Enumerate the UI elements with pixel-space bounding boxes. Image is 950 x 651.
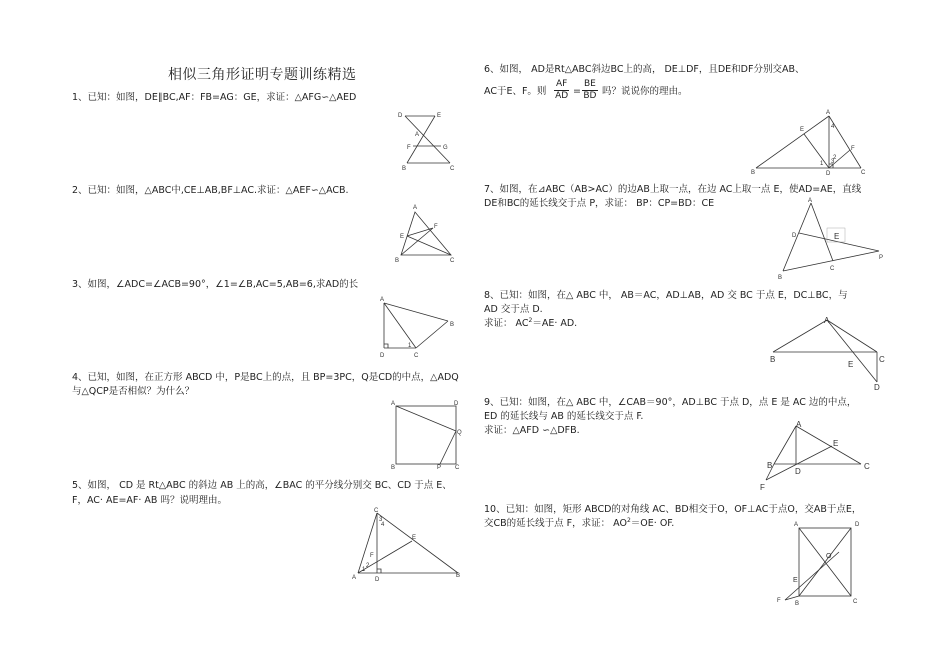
- fraction-denominator: AD: [555, 91, 569, 101]
- fraction-numerator: BE: [584, 79, 596, 89]
- page-title: 相似三角形证明专题训练精选: [168, 67, 357, 83]
- problem-10-text-line2: [484, 518, 674, 530]
- label-c: C: [455, 465, 460, 470]
- label-f: F: [434, 224, 438, 230]
- label-d: D: [855, 522, 860, 528]
- label-f: F: [851, 146, 855, 152]
- label-angle-1: 1: [362, 567, 366, 573]
- problem-8-line3a: 求证： AC: [484, 318, 529, 329]
- problem-10-text-line1: 10、已知：如图，矩形 ABCD的对角线 AC、BD相交于O，OF⊥AC于点O，交AB于点E，: [484, 504, 862, 515]
- label-c: C: [830, 266, 835, 272]
- label-f: F: [760, 483, 765, 492]
- label-e: E: [793, 577, 798, 584]
- label-b: B: [778, 275, 783, 281]
- label-e: E: [834, 232, 840, 241]
- label-b: B: [770, 355, 776, 364]
- label-d: D: [826, 171, 831, 176]
- label-a: A: [391, 401, 396, 407]
- label-c: C: [864, 462, 870, 471]
- label-a: A: [808, 198, 813, 204]
- label-q: Q: [457, 430, 462, 436]
- label-e: E: [400, 234, 405, 240]
- fraction-denominator: BD: [583, 91, 597, 101]
- label-d: D: [795, 467, 801, 476]
- label-f: F: [370, 553, 374, 559]
- label-p: P: [879, 255, 884, 261]
- label-a: A: [824, 316, 830, 325]
- problem-2-text: 2、已知：如图，△ABC中,CE⊥AB,BF⊥AC.求证：△AEF∽△ACB.: [72, 185, 349, 196]
- label-d: D: [792, 233, 797, 239]
- label-e: E: [412, 535, 417, 541]
- figure-8: [765, 312, 890, 394]
- label-b: B: [767, 461, 773, 470]
- problem-6-fraction-be-bd: [582, 79, 598, 102]
- problem-8-text-line2: AD 交于点 D.: [484, 304, 543, 315]
- label-angle-1: 1: [820, 161, 824, 167]
- label-a: A: [826, 110, 831, 116]
- problem-5-text-line2: F，AC· AE=AF· AB 吗？说明理由。: [72, 495, 227, 506]
- label-b: B: [391, 465, 396, 470]
- problem-10-line2a: 交CB的延长线于点 F，求证： AO: [484, 518, 627, 529]
- figure-10: [775, 518, 865, 608]
- problem-5-text-line1: 5、如图， CD 是 Rt△ABC 的斜边 AB 上的高，∠BAC 的平分线分别交 BC、CD 于点 E、: [72, 480, 452, 491]
- label-b: B: [795, 601, 800, 607]
- problem-8-text-line1: 8、已知：如图，在△ ABC 中， AB＝AC，AD⊥AB，AD 交 BC 于点 E，DC⊥BC，与: [484, 290, 848, 301]
- label-e: E: [833, 439, 839, 448]
- problem-6-text-line2b: 吗？说说你的理由。: [602, 86, 688, 97]
- label-c: C: [450, 166, 455, 172]
- label-b: B: [395, 258, 400, 264]
- label-c: C: [414, 353, 419, 359]
- figure-3: [376, 293, 466, 363]
- label-angle-2: 2: [833, 155, 837, 161]
- label-angle-1: 1: [408, 343, 412, 349]
- label-b: B: [450, 322, 455, 328]
- label-f: F: [777, 598, 781, 604]
- label-c: C: [853, 599, 858, 605]
- problem-6-fraction-af-ad: [554, 79, 569, 102]
- figure-1: [395, 108, 465, 173]
- label-e: E: [800, 127, 805, 133]
- figure-9: [756, 418, 881, 496]
- label-p: P: [437, 465, 442, 470]
- label-a: A: [794, 522, 799, 528]
- label-a: A: [415, 132, 420, 138]
- superscript-2: 2: [528, 317, 533, 324]
- problem-4-text-line1: 4、已知，如图，在正方形 ABCD 中，P是BC上的点，且 BP=3PC，Q是CD的中点，△ADQ: [72, 372, 459, 383]
- label-e: E: [437, 113, 442, 119]
- label-c: C: [374, 508, 379, 514]
- label-b: B: [402, 166, 407, 172]
- problem-4-text-line2: 与△QCP是否相似？为什么？: [72, 386, 195, 397]
- figure-6: [746, 108, 871, 176]
- label-angle-3: 3: [379, 517, 383, 523]
- problem-1-text: 1、已知：如图，DE∥BC,AF：FB=AG：GE，求证：△AFG∽△AED: [72, 92, 357, 103]
- label-g: G: [443, 145, 448, 151]
- label-d: D: [398, 113, 403, 119]
- problem-6-equals: =: [573, 86, 581, 97]
- problem-9-text-line3: 求证：△AFD ∽△DFB.: [484, 425, 580, 436]
- label-c: C: [879, 355, 885, 364]
- problem-8-text-line3: [484, 318, 577, 330]
- problem-6-text-line1: 6、如图， AD是Rt△ABC斜边BC上的高， DE⊥DF，且DE和DF分别交AB、: [484, 64, 805, 75]
- label-d: D: [874, 383, 880, 392]
- figure-7: [775, 195, 890, 283]
- label-o: O: [826, 553, 832, 560]
- label-a: A: [352, 575, 357, 581]
- label-angle-2: 2: [366, 563, 370, 569]
- label-d: D: [375, 577, 380, 583]
- problem-8-line3b: ＝AE· AD.: [532, 318, 578, 329]
- figure-2: [393, 200, 463, 268]
- label-c: C: [450, 258, 455, 264]
- fraction-numerator: AF: [556, 79, 568, 89]
- label-d: D: [380, 353, 385, 359]
- label-angle-4: 4: [381, 522, 385, 528]
- label-b: B: [456, 573, 461, 579]
- label-c: C: [861, 170, 866, 176]
- label-a: A: [413, 205, 418, 211]
- problem-7-text-line2: DE和BC的延长线交于点 P，求证： BP：CP=BD：CE: [484, 198, 715, 209]
- label-a: A: [796, 420, 802, 429]
- figure-5: [350, 505, 465, 583]
- label-e: E: [848, 360, 854, 369]
- label-b: B: [751, 170, 756, 176]
- superscript-2: 2: [626, 517, 631, 524]
- label-d: D: [454, 401, 459, 407]
- problem-9-text-line2: ED 的延长线与 AB 的延长线交于点 F.: [484, 411, 644, 422]
- problem-10-line2b: ＝OE· OF.: [630, 518, 675, 529]
- figure-4: [388, 398, 468, 470]
- problem-6-text-line2a: AC于E、F。则: [484, 86, 547, 97]
- label-a: A: [380, 297, 385, 303]
- label-angle-4: 4: [831, 124, 835, 130]
- problem-9-text-line1: 9、已知：如图，在△ ABC 中，∠CAB＝90°，AD⊥BC 于点 D，点 E 是 AC 边的中点，: [484, 397, 857, 408]
- problem-3-text: 3、如图，∠ADC=∠ACB=90°，∠1=∠B,AC=5,AB=6,求AD的长: [72, 279, 359, 290]
- label-angle-3: 3: [831, 159, 835, 165]
- label-f: F: [407, 145, 411, 151]
- problem-7-text-line1: 7、如图，在⊿ABC（AB>AC）的边AB上取一点，在边 AC上取一点 E，使AD=AE，直线: [484, 184, 862, 195]
